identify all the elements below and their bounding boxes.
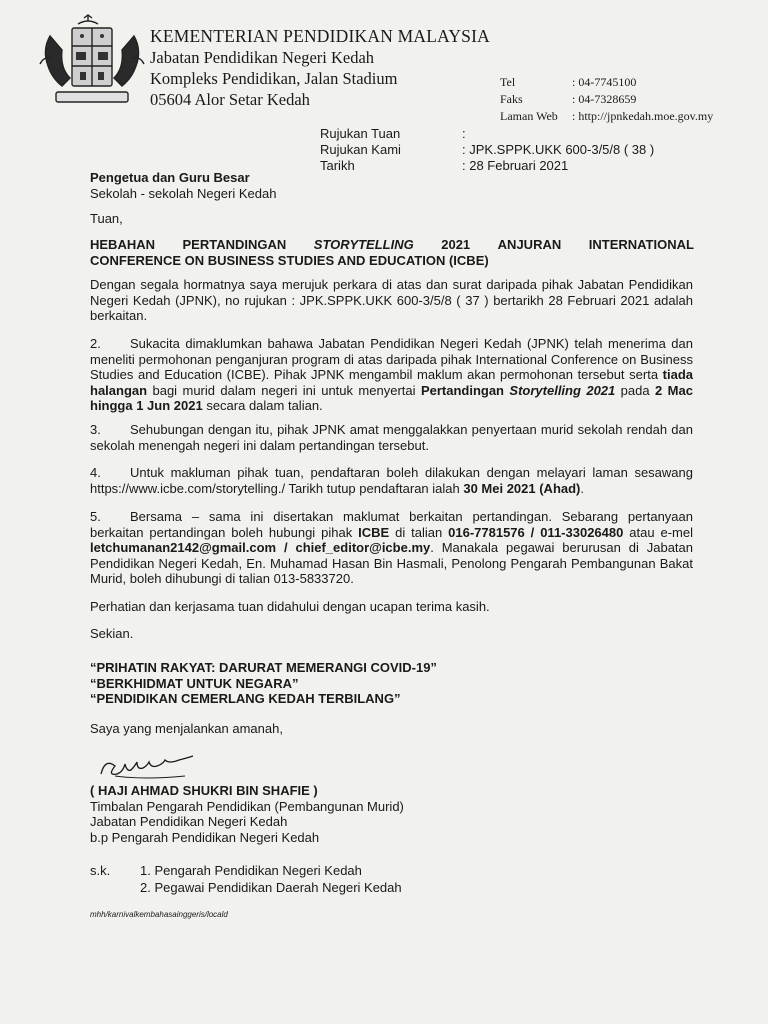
cc-item: 1. Pengarah Pendidikan Negeri Kedah [140, 863, 362, 878]
letterhead-org [150, 26, 490, 110]
recipient-line2: Sekolah - sekolah Negeri Kedah [90, 185, 277, 201]
date-label: Tarikh [320, 157, 355, 173]
ref-kami-label: Rujukan Kami [320, 141, 401, 157]
malaysia-coat-of-arms-icon [36, 14, 148, 110]
fax-value: : 04-7328659 [572, 92, 637, 106]
paragraph-2 [90, 336, 693, 414]
paragraph-text: di talian [389, 524, 449, 540]
paragraph-text: Untuk makluman pihak tuan, pendaftaran boleh dilakukan dengan melayari laman sesawang https://www.icbe.com/storytelling./ Tarikh tutup pendaftaran ialah [90, 465, 693, 496]
cc-label: s.k. [90, 863, 111, 878]
recipient [90, 170, 276, 201]
ref-tuan-label: Rujukan Tuan [320, 125, 401, 141]
slogan: “BERKHIDMAT UNTUK NEGARA” [90, 675, 299, 691]
fax-label: Faks [500, 92, 523, 106]
paragraph-emphasis: tiada halangan [90, 367, 693, 398]
paragraph-emphasis: 30 Mei 2021 (Ahad) [463, 480, 581, 496]
paragraph-emphasis: ICBE [358, 524, 390, 540]
trust-line: Saya yang menjalankan amanah, [90, 721, 283, 736]
signatory-block [90, 783, 404, 845]
subject-word: INTERNATIONAL [588, 237, 694, 252]
paragraph-emphasis: Storytelling 2021 [509, 382, 616, 398]
signatory-name: ( HAJI AHMAD SHUKRI BIN SHAFIE ) [90, 783, 318, 798]
paragraph-text: pada [615, 382, 656, 398]
department-name: Jabatan Pendidikan Negeri Kedah [150, 48, 375, 67]
paragraph-text: Sehubungan dengan itu, pihak JPNK amat menggalakkan penyertaan murid sekolah rendah dan sekolah menengah negeri ini dalam pertandingan tersebut. [90, 422, 693, 453]
paragraph-number: 5. [90, 509, 101, 524]
paragraph-emphasis: letchumanan2142@gmail.com / chief_editor@icbe.my [90, 540, 431, 555]
signatory-title: Timbalan Pengarah Pendidikan (Pembangunan Murid) [90, 798, 404, 814]
paragraph-4 [90, 465, 693, 496]
paragraph-emphasis: 2 Mac hingga 1 Jun 2021 [90, 382, 693, 413]
subject-word: ANJURAN [497, 237, 562, 252]
cc-item: 2. Pegawai Pendidikan Daerah Negeri Kedah [140, 880, 402, 895]
paragraph-text: . [580, 480, 585, 496]
paragraph-text: Sukacita dimaklumkan bahawa Jabatan Pendidikan Negeri Kedah (JPNK) telah menerima dan meneliti permohonan penganjuran program di atas daripada pihak International Conference on Business Studies and Education (ICBE). Pihak JPNK mengambil maklum akan permohonan tersebut serta [90, 336, 693, 382]
subject-word: PERTANDINGAN [182, 237, 287, 252]
web-label: Laman Web [500, 109, 558, 123]
reference-block [320, 125, 654, 173]
paragraph-5 [90, 509, 693, 587]
ministry-name: KEMENTERIAN PENDIDIKAN MALAYSIA [150, 26, 490, 46]
address-line: Kompleks Pendidikan, Jalan Stadium [150, 69, 398, 88]
tel-value: : 04-7745100 [572, 75, 637, 89]
contact-block [500, 74, 713, 125]
paragraph-text: secara dalam talian. [202, 398, 323, 413]
paragraph-1: Dengan segala hormatnya saya merujuk perkara di atas dan surat daripada pihak Jabatan Pendidikan Negeri Kedah (JPNK), no rujukan : JPK.SPPK.UKK 600-3/5/8 ( 37 ) bertarikh 28 Februari 2021 adalah berkaitan. [90, 277, 693, 323]
signatory-title: b.p Pengarah Pendidikan Negeri Kedah [90, 829, 320, 845]
closing: Sekian. [90, 626, 134, 641]
paragraph-text: bagi murid dalam negeri ini untuk menyertai [147, 382, 421, 398]
paragraph-text: Bersama – sama ini disertakan maklumat berkaitan pertandingan. Sebarang pertanyaan berkaitan pertandingan boleh hubungi pihak [90, 509, 693, 540]
paragraph-emphasis: 016-7781576 / 011-33026480 [448, 524, 624, 540]
subject-word: HEBAHAN [90, 237, 155, 252]
paragraph-number: 4. [90, 465, 101, 480]
paragraph-text: . Manakala pegawai berurusan di Jabatan Pendidikan Negeri Kedah, En. Muhamad Hasan Bin Hasmali, Penolong Pengarah Pembangunan Bakat Murid, boleh dihubungi di talian 013-5833720. [90, 540, 693, 586]
paragraph-3 [90, 422, 693, 453]
recipient-line1: Pengetua dan Guru Besar [90, 170, 250, 185]
paragraph-number: 2. [90, 336, 101, 351]
salutation: Tuan, [90, 211, 123, 226]
file-path: mhh/karnivalkembahasainggeris/locald [90, 910, 228, 919]
slogan: “PENDIDIKAN CEMERLANG KEDAH TERBILANG” [90, 691, 401, 706]
cc-block [90, 862, 402, 896]
paragraph-6: Perhatian dan kerjasama tuan didahului dengan ucapan terima kasih. [90, 599, 490, 614]
paragraph-emphasis: Pertandingan [420, 382, 510, 398]
paragraph-number: 3. [90, 422, 101, 437]
subject-word: 2021 [441, 237, 471, 252]
web-value: : http://jpnkedah.moe.gov.my [572, 109, 714, 123]
subject-line2: CONFERENCE ON BUSINESS STUDIES AND EDUCATION (ICBE) [90, 253, 489, 268]
signatory-title: Jabatan Pendidikan Negeri Kedah [90, 814, 288, 829]
subject-word: STORYTELLING [313, 237, 414, 252]
subject-title [90, 237, 694, 269]
tel-label: Tel [500, 75, 516, 89]
slogan: “PRIHATIN RAKYAT: DARURAT MEMERANGI COVID-19” [90, 660, 437, 675]
slogans [90, 660, 437, 707]
ref-kami-value: : JPK.SPPK.UKK 600-3/5/8 ( 38 ) [462, 141, 655, 157]
date-value: : 28 Februari 2021 [462, 157, 569, 173]
address-line: 05604 Alor Setar Kedah [150, 90, 310, 109]
ref-tuan-value: : [462, 125, 466, 141]
paragraph-text: atau e-mel [623, 524, 693, 540]
